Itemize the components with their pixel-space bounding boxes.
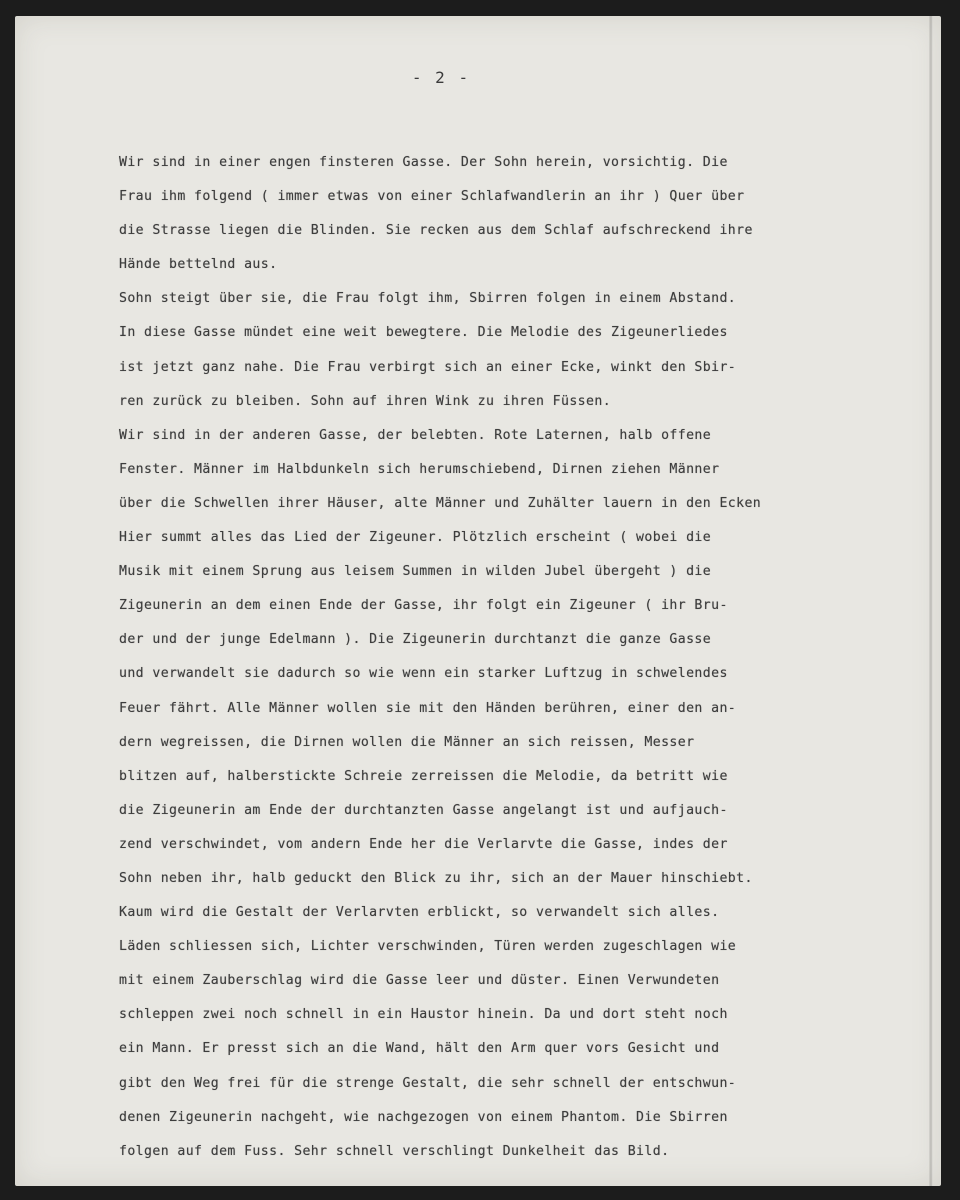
text-line: Frau ihm folgend ( immer etwas von einer Schlafwandlerin an ihr ) Quer über: [119, 189, 745, 205]
page-number: - 2 -: [411, 68, 471, 87]
text-line: Wir sind in einer engen finsteren Gasse. Der Sohn herein, vorsichtig. Die: [119, 155, 728, 170]
text-line: ein Mann. Er presst sich an die Wand, hält den Arm quer vors Gesicht und: [119, 1041, 720, 1057]
text-line: der und der junge Edelmann ). Die Zigeunerin durchtanzt die ganze Gasse: [119, 632, 712, 648]
text-line: Kaum wird die Gestalt der Verlarvten erblickt, so verwandelt sich alles.: [119, 905, 720, 921]
text-line: folgen auf dem Fuss. Sehr schnell verschlingt Dunkelheit das Bild.: [119, 1143, 670, 1159]
text-line: die Zigeunerin am Ende der durchtanzten Gasse angelangt ist und aufjauch-: [119, 802, 728, 818]
text-line: gibt den Weg frei für die strenge Gestalt, die sehr schnell der entschwun-: [119, 1075, 737, 1091]
text-line: mit einem Zauberschlag wird die Gasse leer und düster. Einen Verwundeten: [119, 973, 720, 989]
text-line: Sohn neben ihr, halb geduckt den Blick zu ihr, sich an der Mauer hinschiebt.: [119, 870, 753, 886]
text-line: über die Schwellen ihrer Häuser, alte Männer und Zuhälter lauern in den Ecken: [119, 495, 762, 511]
text-line: Feuer fährt. Alle Männer wollen sie mit den Händen berühren, einer den an-: [119, 700, 737, 716]
text-line: dern wegreissen, die Dirnen wollen die Männer an sich reissen, Messer: [119, 734, 695, 750]
text-line: Läden schliessen sich, Lichter verschwinden, Türen werden zugeschlagen wie: [119, 939, 737, 955]
text-line: schleppen zwei noch schnell in ein Haustor hinein. Da und dort steht noch: [119, 1007, 728, 1023]
text-line: Hände bettelnd aus.: [119, 257, 278, 273]
text-line: Zigeunerin an dem einen Ende der Gasse, ihr folgt ein Zigeuner ( ihr Bru-: [119, 598, 728, 614]
text-line: ren zurück zu bleiben. Sohn auf ihren Wink zu ihren Füssen.: [119, 393, 612, 409]
typewritten-text-body: [119, 146, 919, 1169]
text-line: zend verschwindet, vom andern Ende her die Verlarvte die Gasse, indes der: [119, 836, 728, 852]
text-line: die Strasse liegen die Blinden. Sie recken aus dem Schlaf aufschreckend ihre: [119, 223, 753, 239]
text-line: Wir sind in der anderen Gasse, der belebten. Rote Laternen, halb offene: [119, 427, 712, 443]
text-line: Hier summt alles das Lied der Zigeuner. Plötzlich erscheint ( wobei die: [119, 530, 712, 546]
text-line: denen Zigeunerin nachgeht, wie nachgezogen von einem Phantom. Die Sbirren: [119, 1109, 728, 1125]
text-line: und verwandelt sie dadurch so wie wenn ein starker Luftzug in schwelendes: [119, 666, 728, 682]
text-line: Musik mit einem Sprung aus leisem Summen in wilden Jubel übergeht ) die: [119, 564, 712, 580]
text-line: In diese Gasse mündet eine weit bewegtere. Die Melodie des Zigeunerliedes: [119, 325, 728, 341]
text-line: Fenster. Männer im Halbdunkeln sich herumschiebend, Dirnen ziehen Männer: [119, 461, 720, 477]
paper-edge-shadow: [929, 16, 933, 1186]
text-line: Sohn steigt über sie, die Frau folgt ihm, Sbirren folgen in einem Abstand.: [119, 291, 737, 307]
text-line: ist jetzt ganz nahe. Die Frau verbirgt sich an einer Ecke, winkt den Sbir-: [119, 359, 737, 375]
text-line: blitzen auf, halberstickte Schreie zerreissen die Melodie, da betritt wie: [119, 768, 728, 784]
